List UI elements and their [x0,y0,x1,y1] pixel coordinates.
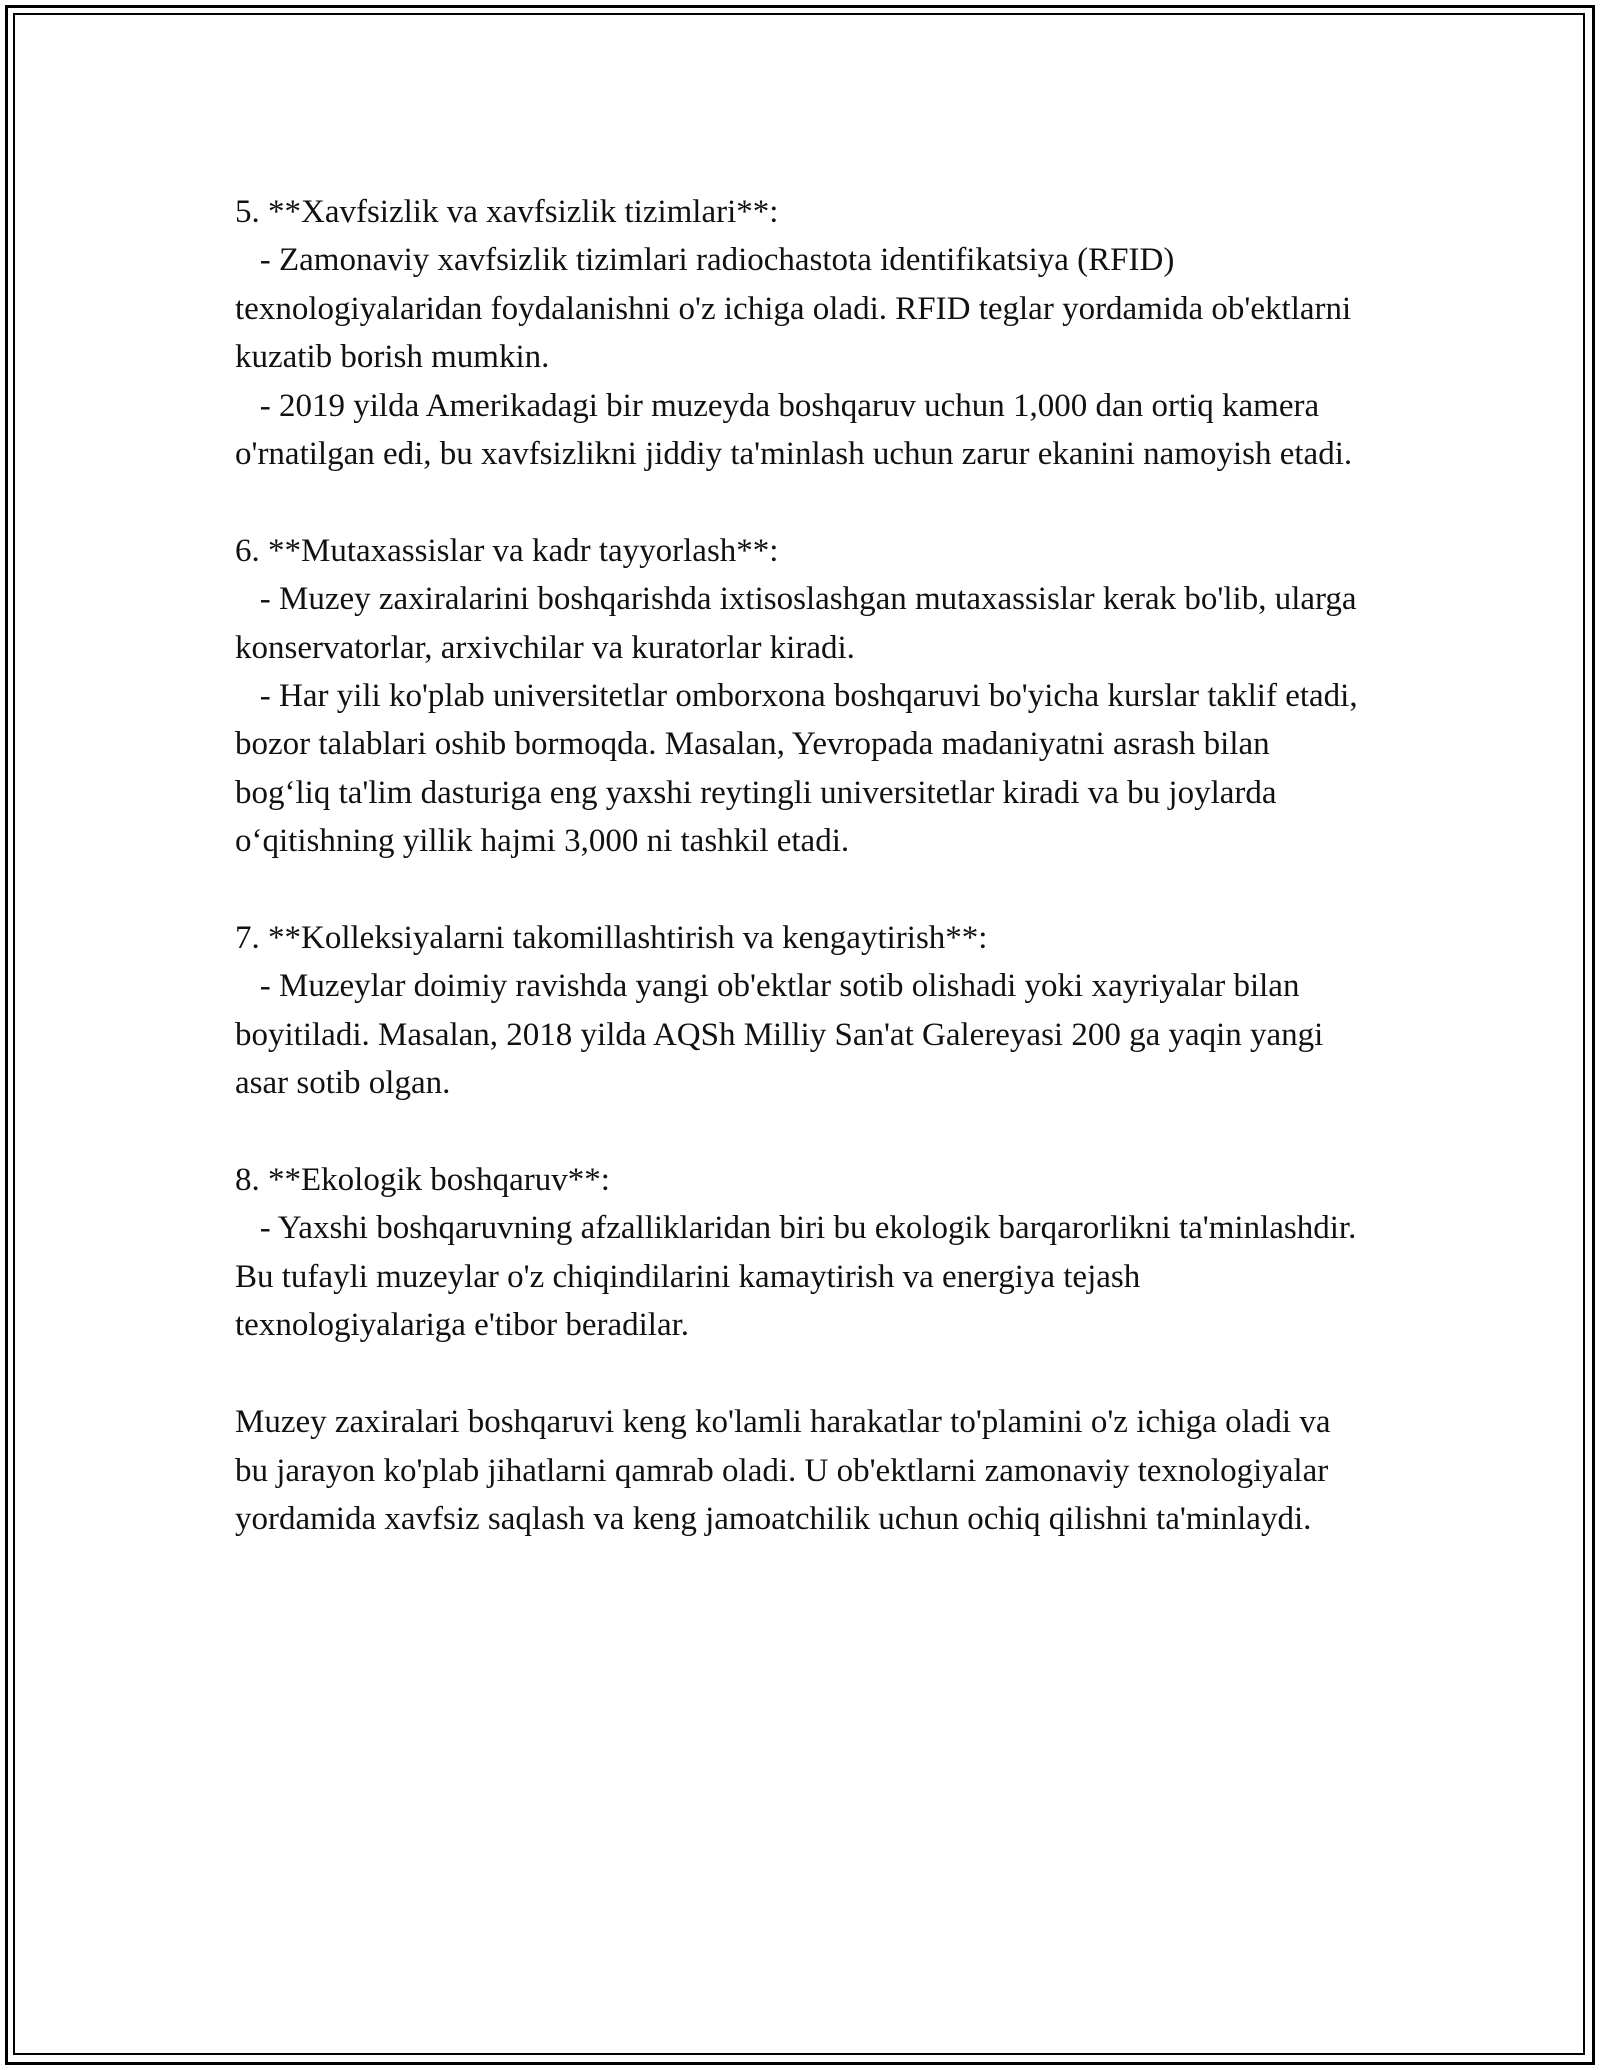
section-security [235,188,1365,478]
section-heading: 6. **Mutaxassislar va kadr tayyorlash**: [235,532,779,569]
section-heading: 8. **Ekologik boshqaruv**: [235,1162,610,1199]
section-heading: 7. **Kolleksiyalarni takomillashtirish va kengaytirish**: [235,920,988,957]
section-heading: 5. **Xavfsizlik va xavfsizlik tizimlari**: [235,194,779,230]
document-body [235,188,1365,1543]
section-specialists [235,527,1365,866]
bullet-item: - 2019 yilda Amerikadagi bir muzeyda boshqaruv uchun 1,000 dan ortiq kamera o'rnatilgan edi, bu xavfsizlikni jiddiy ta'minlash uchun zarur ekanini namoyish etadi. [235,387,1353,473]
bullet-item: - Yaxshi boshqaruvning afzalliklaridan biri bu ekologik barqarorlikni ta'minlashdir. Bu tufayli muzeylar o'z chiqindilarini kamaytirish va energiya tejash texnologiyalariga e'tibor beradilar. [235,1210,1365,1344]
bullet-item: - Har yili ko'plab universitetlar omborxona boshqaruvi bo'yicha kurslar taklif etadi, bozor talablari oshib bormoqda. Masalan, Yevropada madaniyatni asrash bilan bog‘liq ta'lim dasturiga eng yaxshi reytingli universitetlar kiradi va bu joylarda o‘qitishning yillik hajmi 3,000 ni tashkil etadi. [235,678,1366,860]
section-collections [235,914,1365,1108]
conclusion-paragraph: Muzey zaxiralari boshqaruvi keng ko'lamli harakatlar to'plamini o'z ichiga oladi va bu jarayon ko'plab jihatlarni qamrab oladi. U ob'ektlarni zamonaviy texnologiyalar yordamida xavfsiz saqlash va keng jamoatchilik uchun ochiq qilishni ta'minlaydi. [235,1404,1331,1537]
bullet-item: - Zamonaviy xavfsizlik tizimlari radiochastota identifikatsiya (RFID) texnologiyalaridan foydalanishni o'z ichiga oladi. RFID teglar yordamida ob'ektlarni kuzatib borish mumkin. [235,242,1360,376]
bullet-item: - Muzeylar doimiy ravishda yangi ob'ektlar sotib olishadi yoki xayriyalar bilan boyitiladi. Masalan, 2018 yilda AQSh Milliy San'at Galereyasi 200 ga yaqin yangi asar sotib olgan. [235,968,1332,1102]
section-ecology [235,1156,1365,1350]
bullet-item: - Muzey zaxiralarini boshqarishda ixtisoslashgan mutaxassislar kerak bo'lib, ularga konservatorlar, arxivchilar va kuratorlar kiradi. [235,581,1365,666]
